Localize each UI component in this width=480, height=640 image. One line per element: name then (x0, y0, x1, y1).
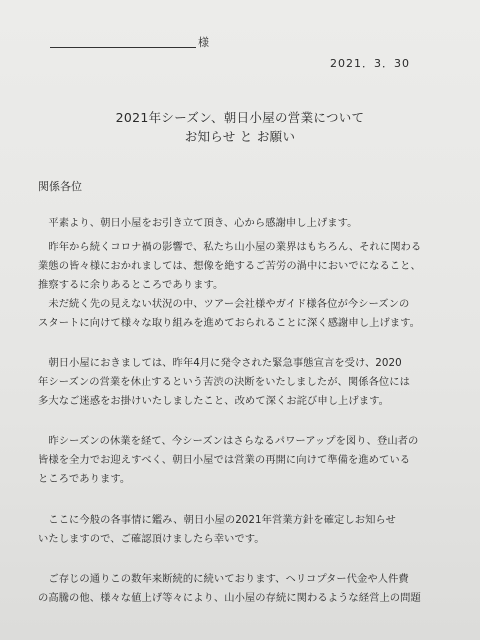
body-text-line: 平素より、朝日小屋をお引き立て頂き、心から感謝申し上げます。 (38, 217, 358, 229)
document-date: 2021．3．30 (330, 57, 410, 70)
body-text-line: いたしますので、ご確認頂けましたら幸いです。 (38, 533, 265, 545)
body-text-line: 昨年から続くコロナ禍の影響で、私たち山小屋の業界はもちろん、それに関わる (38, 241, 422, 253)
addressee-blank-line (50, 47, 196, 48)
document-title-line-2: お知らせ と お願い (184, 129, 296, 144)
addressee-honorific: 様 (198, 36, 209, 49)
body-text-line: 業態の皆々様におかれましては、想像を絶するご苦労の渦中においでになること、 (38, 260, 421, 272)
body-text-line: スタートに向けて様々な取り組みを進めておられることに深く感謝申し上げます。 (38, 317, 421, 329)
body-text-line: ご存じの通りこの数年来断続的に続いております、ヘリコプター代金や人件費 (38, 573, 409, 585)
body-text-line: 多大なご迷惑をお掛けいたしましたこと、改めて深くお詫び申し上げます。 (38, 395, 389, 407)
salutation: 関係各位 (38, 180, 82, 193)
body-text-line: 朝日小屋におきましては、昨年4月に発令された緊急事態宣言を受け、2020 (38, 357, 402, 369)
body-text-line: の高騰の他、様々な値上げ等々により、山小屋の存続に関わるような経営上の問題 (38, 592, 421, 604)
body-text-line: 推察するに余りあるところであります。 (38, 279, 224, 291)
body-text-line: 皆様を全力でお迎えすべく、朝日小屋では営業の再開に向けて準備を進めている (38, 454, 411, 466)
body-text-line: 昨シーズンの休業を経て、今シーズンはさらなるパワーアップを図り、登山者の (38, 435, 419, 447)
body-text-line: ところであります。 (38, 473, 131, 485)
body-text-line: ここに今般の各事情に鑑み、朝日小屋の2021年営業方針を確定しお知らせ (38, 514, 396, 526)
document-title-line-1: 2021年シーズン、朝日小屋の営業について (115, 110, 365, 125)
body-text-line: 未だ続く先の見えない状況の中、ツアー会社様やガイド様各位が今シーズンの (38, 298, 410, 310)
body-text-line: 年シーズンの営業を休止するという苦渋の決断をいたしましたが、関係各位には (38, 376, 410, 388)
